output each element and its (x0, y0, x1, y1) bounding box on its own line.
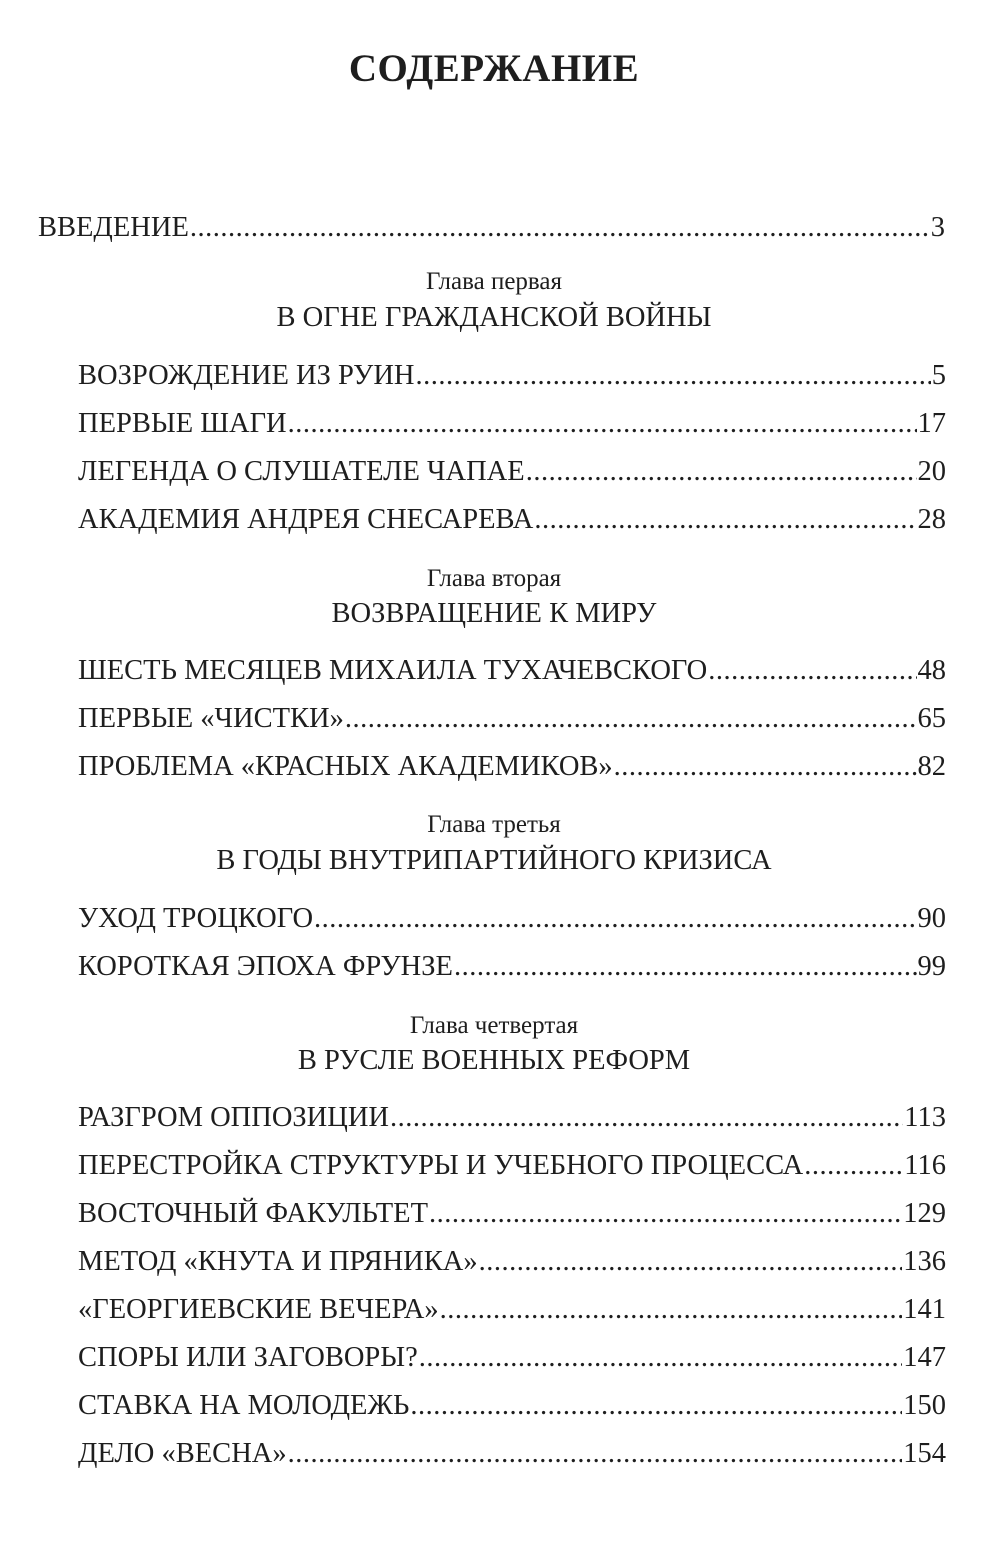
toc-entry[interactable] (78, 705, 946, 734)
dot-leader (314, 905, 916, 934)
dot-leader (454, 953, 917, 982)
toc-entry[interactable] (78, 506, 946, 535)
toc-entry[interactable] (78, 1104, 946, 1133)
toc-entry-label: ВОСТОЧНЫЙ ФАКУЛЬТЕТ (78, 1198, 429, 1229)
toc-entry-label: ПРОБЛЕМА «КРАСНЫХ АКАДЕМИКОВ» (78, 751, 613, 782)
dot-leader (288, 1440, 903, 1469)
dot-leader (804, 1152, 903, 1181)
toc-entry[interactable] (78, 362, 946, 391)
chapter-number: Глава четвертая (409, 1012, 579, 1039)
page-title: СОДЕРЖАНИЕ (348, 47, 640, 90)
toc-entry-page: 65 (917, 703, 946, 734)
chapter-number: Глава третья (427, 811, 561, 838)
toc-entry-label: «ГЕОРГИЕВСКИЕ ВЕЧЕРА» (78, 1294, 439, 1325)
dot-leader (614, 753, 917, 782)
toc-entry-page: 48 (917, 655, 946, 686)
dot-leader (534, 506, 916, 535)
toc-entry-page: 3 (930, 212, 945, 243)
toc-entry-label: СТАВКА НА МОЛОДЕЖЬ (78, 1390, 410, 1421)
toc-entry[interactable] (78, 1200, 946, 1229)
chapter-title: ВОЗВРАЩЕНИЕ К МИРУ (331, 598, 657, 629)
toc-entry-label: КОРОТКАЯ ЭПОХА ФРУНЗЕ (78, 951, 453, 982)
chapter-number: Глава вторая (426, 565, 562, 592)
toc-entry[interactable] (78, 1344, 946, 1373)
chapter-number: Глава первая (425, 268, 562, 295)
dot-leader (440, 1296, 903, 1325)
dot-leader (390, 1104, 903, 1133)
toc-entry[interactable] (78, 1296, 946, 1325)
toc-entry[interactable] (78, 1440, 946, 1469)
toc-entry-page: 129 (903, 1198, 946, 1229)
dot-leader (526, 458, 917, 487)
toc-entry[interactable] (78, 657, 946, 686)
toc-entry-label: ВВЕДЕНИЕ (38, 212, 189, 243)
toc-entry-page: 82 (917, 751, 946, 782)
toc-entry[interactable] (78, 753, 946, 782)
toc-entry-page: 90 (917, 903, 946, 934)
toc-entry-intro[interactable] (38, 214, 945, 243)
toc-entry-page: 28 (917, 504, 946, 535)
toc-entry-label: ШЕСТЬ МЕСЯЦЕВ МИХАИЛА ТУХАЧЕВСКОГО (78, 655, 708, 686)
dot-leader (288, 410, 917, 439)
toc-entry-label: РАЗГРОМ ОППОЗИЦИИ (78, 1102, 390, 1133)
dot-leader (345, 705, 917, 734)
toc-entry-label: ПЕРЕСТРОЙКА СТРУКТУРЫ И УЧЕБНОГО ПРОЦЕССА (78, 1150, 804, 1181)
toc-entry-label: АКАДЕМИЯ АНДРЕЯ СНЕСАРЕВА (78, 504, 534, 535)
toc-entry[interactable] (78, 953, 946, 982)
chapter-title: В ОГНЕ ГРАЖДАНСКОЙ ВОЙНЫ (276, 302, 712, 333)
dot-leader (708, 657, 916, 686)
toc-entry-label: МЕТОД «КНУТА И ПРЯНИКА» (78, 1246, 478, 1277)
toc-entry[interactable] (78, 1152, 946, 1181)
toc-entry-label: ЛЕГЕНДА О СЛУШАТЕЛЕ ЧАПАЕ (78, 456, 525, 487)
dot-leader (479, 1248, 903, 1277)
dot-leader (429, 1200, 902, 1229)
toc-entry-page: 150 (903, 1390, 946, 1421)
dot-leader (410, 1392, 902, 1421)
dot-leader (419, 1344, 902, 1373)
toc-entry-label: СПОРЫ ИЛИ ЗАГОВОРЫ? (78, 1342, 418, 1373)
toc-entry-page: 154 (903, 1438, 946, 1469)
chapter-title: В РУСЛЕ ВОЕННЫХ РЕФОРМ (297, 1045, 691, 1076)
toc-entry-label: ПЕРВЫЕ ШАГИ (78, 408, 287, 439)
chapter-title: В ГОДЫ ВНУТРИПАРТИЙНОГО КРИЗИСА (216, 845, 772, 876)
toc-entry-page: 99 (917, 951, 946, 982)
toc-entry-page: 20 (917, 456, 946, 487)
toc-entry[interactable] (78, 458, 946, 487)
toc-entry-page: 17 (917, 408, 946, 439)
toc-entry-page: 116 (904, 1150, 946, 1181)
toc-entry[interactable] (78, 1392, 946, 1421)
toc-entry-page: 136 (903, 1246, 946, 1277)
toc-entry-page: 113 (904, 1102, 946, 1133)
toc-entry-label: ДЕЛО «ВЕСНА» (78, 1438, 287, 1469)
toc-entry[interactable] (78, 905, 946, 934)
toc-entry-label: УХОД ТРОЦКОГО (78, 903, 314, 934)
dot-leader (190, 214, 930, 243)
toc-entry[interactable] (78, 410, 946, 439)
toc-entry[interactable] (78, 1248, 946, 1277)
toc-entry-label: ВОЗРОЖДЕНИЕ ИЗ РУИН (78, 360, 415, 391)
toc-entry-page: 141 (903, 1294, 946, 1325)
toc-entry-page: 147 (903, 1342, 946, 1373)
toc-entry-page: 5 (931, 360, 946, 391)
toc-entry-label: ПЕРВЫЕ «ЧИСТКИ» (78, 703, 344, 734)
dot-leader (416, 362, 931, 391)
